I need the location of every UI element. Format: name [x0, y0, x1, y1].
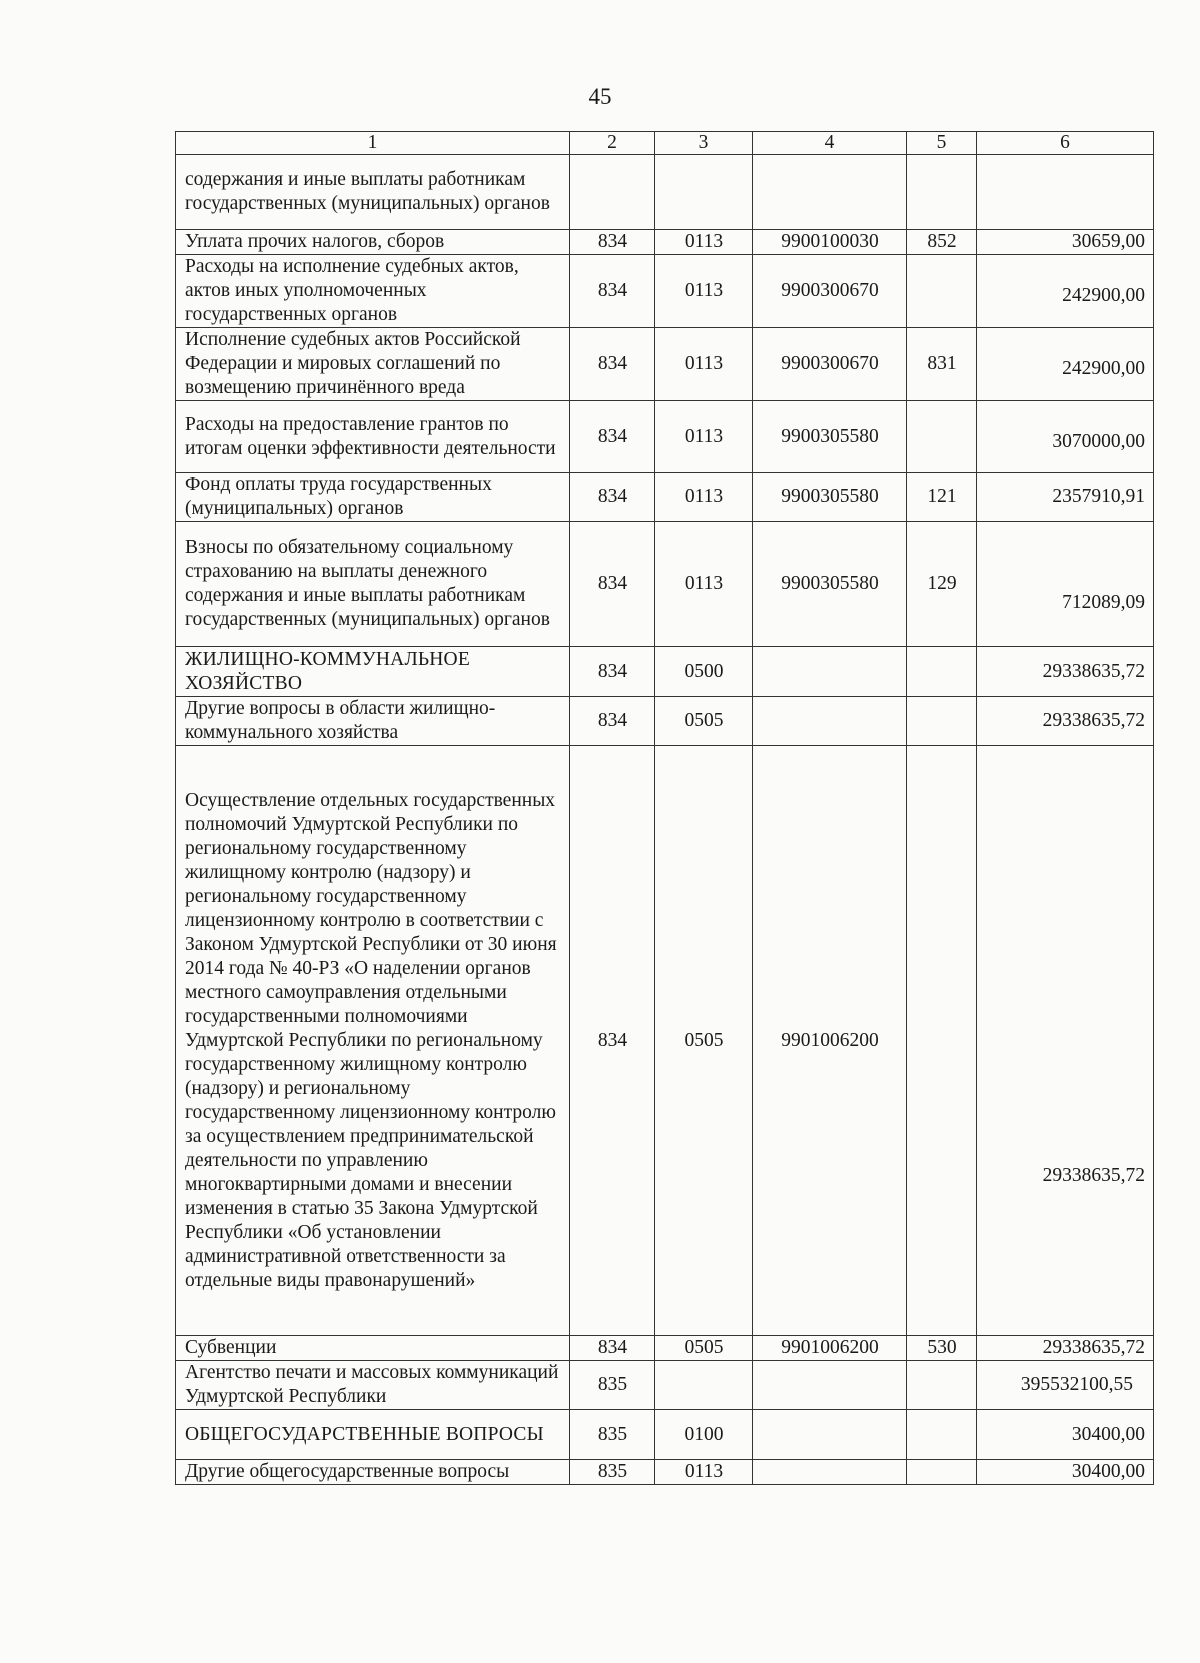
- cell-col4: [753, 647, 907, 697]
- row-name: Агентство печати и массовых коммуникаций Удмуртской Республики: [176, 1361, 570, 1410]
- table-row: [176, 746, 1154, 1336]
- row-name: ЖИЛИЩНО-КОММУНАЛЬНОЕ ХОЗЯЙСТВО: [176, 647, 570, 697]
- cell-col5: [907, 1460, 977, 1485]
- cell-col3: [655, 155, 753, 230]
- cell-col2: 834: [570, 328, 655, 401]
- table-row: [176, 1336, 1154, 1361]
- cell-col3: 0113: [655, 255, 753, 328]
- table-row: [176, 230, 1154, 255]
- column-header: 2: [570, 132, 655, 155]
- cell-col5: [907, 746, 977, 1336]
- cell-amount: 242900,00: [977, 328, 1154, 401]
- cell-col2: 834: [570, 230, 655, 255]
- cell-amount: 30659,00: [977, 230, 1154, 255]
- table-row: [176, 697, 1154, 746]
- cell-col4: [753, 1410, 907, 1460]
- cell-col2: 835: [570, 1361, 655, 1410]
- cell-amount: 712089,09: [977, 522, 1154, 647]
- table-row: [176, 1361, 1154, 1410]
- table-row: [176, 155, 1154, 230]
- table-row: [176, 1460, 1154, 1485]
- row-name: Исполнение судебных актов Российской Федерации и мировых соглашений по возмещению причинённого вреда: [176, 328, 570, 401]
- row-name: Другие общегосударственные вопросы: [176, 1460, 570, 1485]
- column-header: 4: [753, 132, 907, 155]
- cell-col5: 121: [907, 473, 977, 522]
- table-row: [176, 647, 1154, 697]
- cell-amount: [977, 155, 1154, 230]
- cell-col3: 0113: [655, 328, 753, 401]
- cell-col4: 9900300670: [753, 255, 907, 328]
- cell-col5: 852: [907, 230, 977, 255]
- cell-col5: 831: [907, 328, 977, 401]
- cell-col4: [753, 697, 907, 746]
- cell-amount: 29338635,72: [977, 647, 1154, 697]
- cell-col3: 0505: [655, 697, 753, 746]
- cell-col5: [907, 697, 977, 746]
- cell-col2: 834: [570, 697, 655, 746]
- cell-col4: 9901006200: [753, 746, 907, 1336]
- cell-col4: [753, 155, 907, 230]
- cell-col3: [655, 1361, 753, 1410]
- row-name: Осуществление отдельных государственных полномочий Удмуртской Республики по региональному государственному жилищному контролю (надзору) и региональному государственному лицензионному контролю в соответствии с Законом Удмуртской Республики от 30 июня 2014 года № 40-РЗ «О наделении органов местного самоуправления отдельными государственными полномочиями Удмуртской Республики по региональному государственному жилищному контролю (надзору) и региональному государственному лицензионному контролю за осуществлением предпринимательской деятельности по управлению многоквартирными домами и внесении изменения в статью 35 Закона Удмуртской Республики «Об установлении административной ответственности за отдельные виды правонарушений»: [176, 746, 570, 1336]
- cell-col3: 0113: [655, 401, 753, 473]
- cell-col3: 0100: [655, 1410, 753, 1460]
- cell-col2: [570, 155, 655, 230]
- row-name: Расходы на предоставление грантов по итогам оценки эффективности деятельности: [176, 401, 570, 473]
- cell-col3: 0113: [655, 522, 753, 647]
- cell-col5: [907, 155, 977, 230]
- cell-col3: 0505: [655, 1336, 753, 1361]
- cell-col5: [907, 1410, 977, 1460]
- cell-col4: 9900305580: [753, 473, 907, 522]
- cell-col4: 9900305580: [753, 401, 907, 473]
- cell-col2: 835: [570, 1410, 655, 1460]
- table-row: [176, 522, 1154, 647]
- row-name: Фонд оплаты труда государственных (муниципальных) органов: [176, 473, 570, 522]
- cell-col5: [907, 647, 977, 697]
- cell-amount: 29338635,72: [977, 697, 1154, 746]
- cell-col5: 530: [907, 1336, 977, 1361]
- budget-table: [175, 131, 1154, 1485]
- cell-col3: 0113: [655, 1460, 753, 1485]
- cell-col2: 834: [570, 1336, 655, 1361]
- cell-amount: 29338635,72: [977, 746, 1154, 1336]
- table-row: [176, 473, 1154, 522]
- row-name: Уплата прочих налогов, сборов: [176, 230, 570, 255]
- cell-col3: 0113: [655, 473, 753, 522]
- column-header: 3: [655, 132, 753, 155]
- cell-col5: [907, 401, 977, 473]
- cell-col2: 834: [570, 473, 655, 522]
- cell-amount: 395532100,55: [977, 1361, 1154, 1410]
- cell-col5: [907, 255, 977, 328]
- cell-col5: [907, 1361, 977, 1410]
- row-name: Расходы на исполнение судебных актов, актов иных уполномоченных государственных органов: [176, 255, 570, 328]
- row-name: Взносы по обязательному социальному страхованию на выплаты денежного содержания и иные выплаты работникам государственных (муниципальных) органов: [176, 522, 570, 647]
- cell-amount: 29338635,72: [977, 1336, 1154, 1361]
- cell-amount: 3070000,00: [977, 401, 1154, 473]
- cell-amount: 2357910,91: [977, 473, 1154, 522]
- cell-amount: 242900,00: [977, 255, 1154, 328]
- cell-col4: 9900100030: [753, 230, 907, 255]
- column-header: 5: [907, 132, 977, 155]
- cell-col2: 834: [570, 401, 655, 473]
- row-name: ОБЩЕГОСУДАРСТВЕННЫЕ ВОПРОСЫ: [176, 1410, 570, 1460]
- cell-col4: [753, 1460, 907, 1485]
- cell-col3: 0505: [655, 746, 753, 1336]
- cell-col4: 9900305580: [753, 522, 907, 647]
- row-name: Другие вопросы в области жилищно-коммунального хозяйства: [176, 697, 570, 746]
- column-header: 6: [977, 132, 1154, 155]
- cell-col3: 0113: [655, 230, 753, 255]
- row-name: Субвенции: [176, 1336, 570, 1361]
- cell-col4: [753, 1361, 907, 1410]
- cell-col2: 834: [570, 746, 655, 1336]
- cell-col4: 9900300670: [753, 328, 907, 401]
- table-header-row: [176, 132, 1154, 155]
- table-row: [176, 401, 1154, 473]
- cell-amount: 30400,00: [977, 1410, 1154, 1460]
- cell-col4: 9901006200: [753, 1336, 907, 1361]
- cell-col2: 834: [570, 647, 655, 697]
- table-row: [176, 255, 1154, 328]
- cell-col2: 834: [570, 522, 655, 647]
- cell-col3: 0500: [655, 647, 753, 697]
- cell-col2: 834: [570, 255, 655, 328]
- cell-col5: 129: [907, 522, 977, 647]
- table-row: [176, 328, 1154, 401]
- table-row: [176, 1410, 1154, 1460]
- row-name: содержания и иные выплаты работникам государственных (муниципальных) органов: [176, 155, 570, 230]
- page-number: 45: [588, 84, 612, 109]
- column-header: 1: [176, 132, 570, 155]
- cell-amount: 30400,00: [977, 1460, 1154, 1485]
- cell-col2: 835: [570, 1460, 655, 1485]
